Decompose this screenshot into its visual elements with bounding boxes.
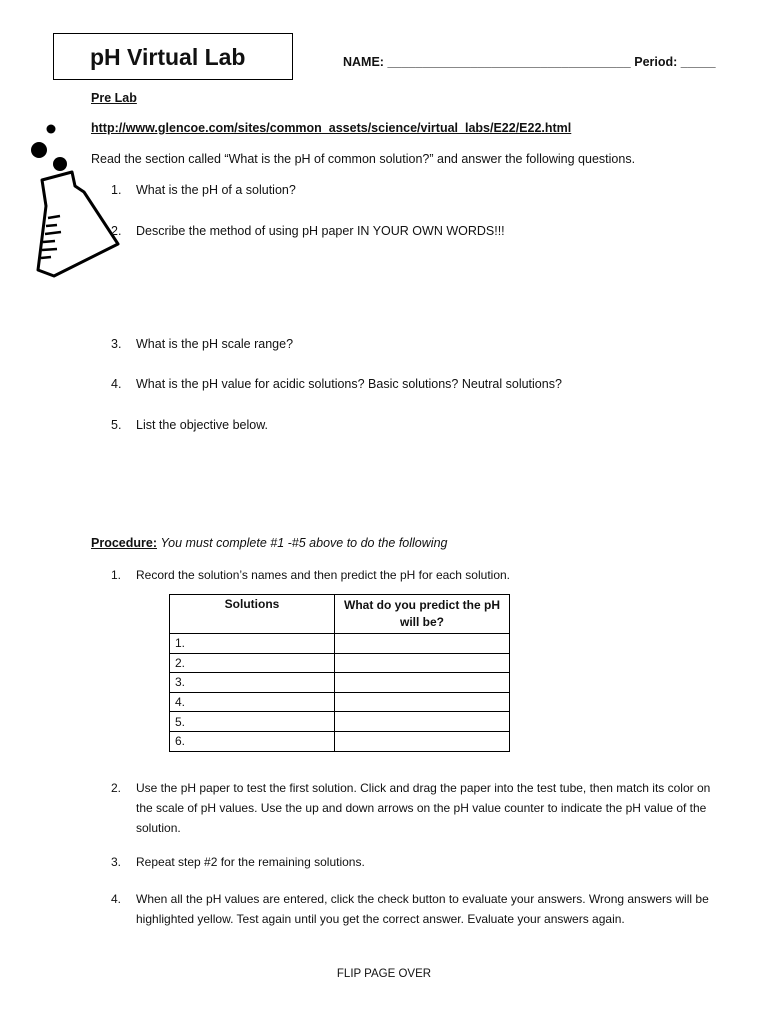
table-row: 3. [170, 673, 510, 693]
prelab-question: 4. What is the pH value for acidic solutions? Basic solutions? Neutral solutions? [111, 377, 562, 391]
procedure-note: You must complete #1 -#5 above to do the following [160, 536, 448, 550]
prelab-question: 1. What is the pH of a solution? [111, 183, 296, 197]
flip-page-note: FLIP PAGE OVER [336, 968, 432, 980]
procedure-heading [91, 536, 447, 550]
prelab-question: 5. List the objective below. [111, 418, 269, 432]
name-period-line: NAME: ___________________________________ Period: _____ [343, 55, 716, 69]
prediction-cell[interactable] [335, 673, 510, 693]
prelab-heading: Pre Lab [91, 91, 137, 105]
table-header-prediction: What do you predict the pH will be? [335, 595, 510, 634]
prelab-instructions: Read the section called “What is the pH of common solution?” and answer the following questions. [91, 152, 636, 166]
prediction-cell[interactable] [335, 692, 510, 712]
lab-url-link[interactable]: http://www.glencoe.com/sites/common_assets/science/virtual_labs/E22/E22.html [91, 121, 572, 135]
flask-icon [24, 120, 129, 280]
table-row: 1. [170, 634, 510, 654]
procedure-label: Procedure: [91, 536, 157, 550]
prediction-cell[interactable] [335, 712, 510, 732]
page-title: pH Virtual Lab [90, 44, 246, 70]
prelab-question: 3. What is the pH scale range? [111, 337, 294, 351]
prediction-cell[interactable] [335, 731, 510, 751]
table-row: 2. [170, 653, 510, 673]
prelab-question: 2. Describe the method of using pH paper IN YOUR OWN WORDS!!! [111, 224, 505, 238]
title-box [53, 33, 293, 80]
prediction-cell[interactable] [335, 653, 510, 673]
table-row: 6. [170, 731, 510, 751]
prediction-cell[interactable] [335, 634, 510, 654]
prediction-table [169, 594, 510, 752]
table-row: 4. [170, 692, 510, 712]
table-header-solutions: Solutions [170, 595, 335, 634]
table-row: 5. [170, 712, 510, 732]
